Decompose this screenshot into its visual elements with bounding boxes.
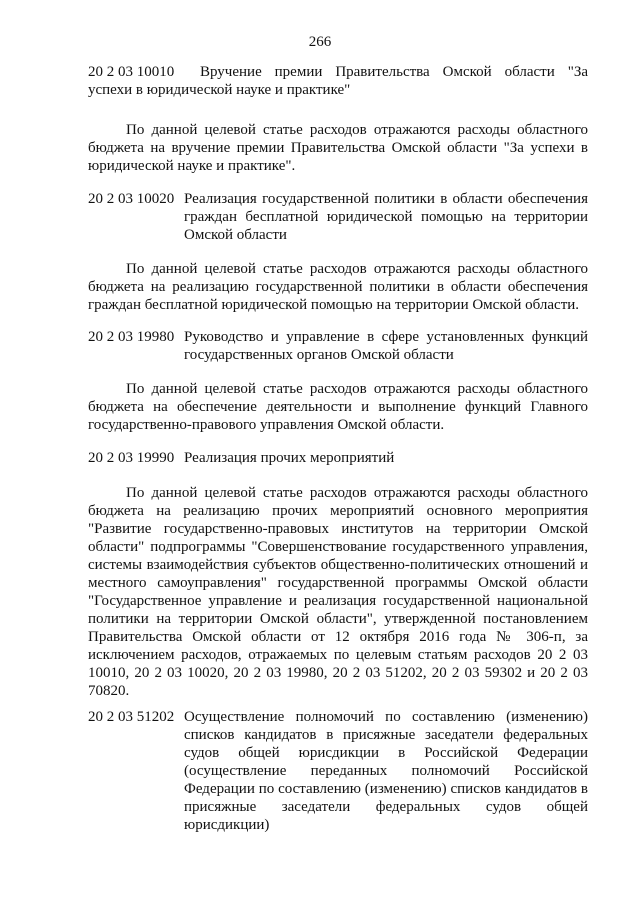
- article-description: По данной целевой статье расходов отражаются расходы областного бюджета на реализацию государственной политики в области обеспечения граждан бесплатной юридической помощью на территории Омской области.: [88, 261, 588, 313]
- article-code: 20 2 03 19990: [88, 450, 175, 466]
- article-code: 20 2 03 51202: [88, 709, 175, 725]
- budget-article-heading: [88, 190, 588, 244]
- page-number: 266: [308, 34, 332, 50]
- article-description: По данной целевой статье расходов отражаются расходы областного бюджета на реализацию прочих мероприятий основного мероприятия "Развитие государственно-правовых институтов на территории Омской области" подпрограммы "Совершенствование государственного управления, системы взаимодействия субъектов общественно-политических отношений и местного самоуправления" государственной программы Омской области "Государственное управление и реализация государственной национальной политики на территории Омской области", утвержденной постановлением Правительства Омской области от 12 октября 2016 года № 306-п, за исключением расходов, отражаемых по целевым статьям расходов 20 2 03 10010, 20 2 03 10020, 20 2 03 19980, 20 2 03 51202, 20 2 03 59302 и 20 2 03 70820.: [88, 485, 588, 699]
- article-title: Руководство и управление в сфере установленных функций государственных органов Омской области: [184, 329, 588, 363]
- article-title: Вручение премии Правительства Омской области "За успехи в юридической науке и практике": [88, 64, 588, 98]
- article-description: По данной целевой статье расходов отражаются расходы областного бюджета на вручение премии Правительства Омской области "За успехи в юридической науке и практике".: [88, 122, 588, 174]
- article-code: 20 2 03 10010: [88, 64, 175, 80]
- article-code: 20 2 03 10020: [88, 191, 175, 207]
- article-title: Реализация государственной политики в области обеспечения граждан бесплатной юридической помощью на территории Омской области: [184, 191, 588, 243]
- article-description: По данной целевой статье расходов отражаются расходы областного бюджета на обеспечение деятельности и выполнение функций Главного государственно-правового управления Омской области.: [88, 381, 588, 433]
- article-code: 20 2 03 19980: [88, 329, 175, 345]
- article-title: Осуществление полномочий по составлению (изменению) списков кандидатов в присяжные заседатели федеральных судов общей юрисдикции в Российской Федерации (осуществление переданных полномочий Российской Федерации по составлению (изменению) списков кандидатов в присяжные заседатели федеральных судов общей юрисдикции): [184, 709, 588, 833]
- budget-article-heading: [88, 449, 588, 467]
- budget-article-heading: [88, 63, 588, 99]
- budget-article-heading: [88, 708, 588, 834]
- budget-article-heading: [88, 328, 588, 364]
- article-title: Реализация прочих мероприятий: [184, 450, 395, 466]
